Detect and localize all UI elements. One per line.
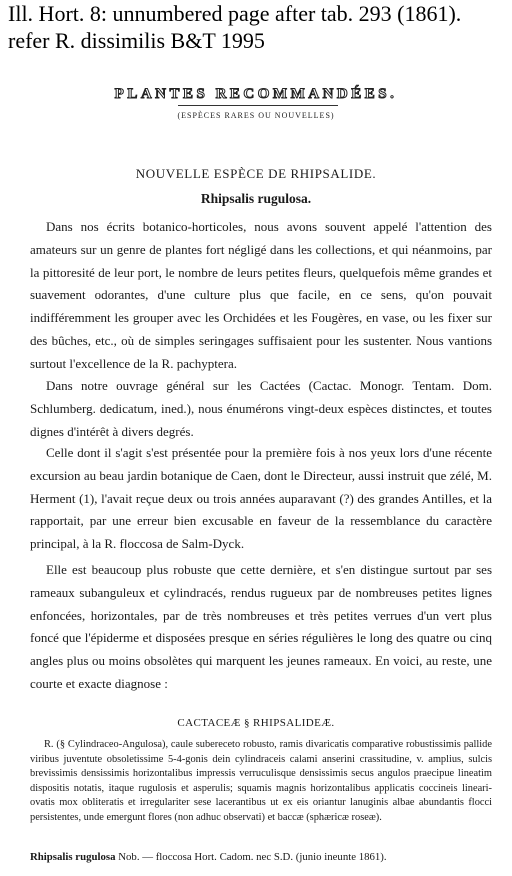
paragraph-4: Elle est beaucoup plus robuste que cette dernière, et s'en distingue surtout par ses rameaux subanguleux et cylindracés, rendus rugueux par de nombreuses petites lignes enfoncées, horizontales, par de très nombreuses et très petites verrues d'un vert plus foncé que l'épiderme et disposées presque en séries régulières le long des quatre ou cinq angles plus ou moins obsolètes qui marquent les jeunes rameaux. En voici, au reste, une courte et exacte diagnose : bbox=[30, 562, 492, 691]
synonym-line bbox=[30, 851, 500, 863]
section-subtitle: (ESPÈCES RARES OU NOUVELLES) bbox=[177, 111, 335, 120]
scanned-page bbox=[0, 58, 512, 876]
article-title: NOUVELLE ESPÈCE DE RHIPSALIDE. bbox=[135, 166, 377, 181]
header-line-1: Ill. Hort. 8: unnumbered page after tab. 293 (1861). bbox=[8, 1, 462, 26]
synonym-name: Rhipsalis rugulosa bbox=[30, 851, 116, 863]
paragraph-3: Celle dont il s'agit s'est présentée pour la première fois à nos yeux lors d'une récente excursion au beau jardin botanique de Caen, dont le Directeur, aussi instruit que zélé, M. Herment (1), l'avait reçue deux ou trois années auparavant (?) des grandes Antilles, et la rapportait, par une erreur bien excusable en faveur de la ressemblance du caractère principal, à la R. floccosa de Salm-Dyck. bbox=[30, 445, 492, 552]
family-line: CACTACEÆ § RHIPSALIDEÆ. bbox=[177, 717, 335, 729]
synonym-text: Nob. — floccosa Hort. Cadom. nec S.D. (junio ineunte 1861). bbox=[118, 851, 387, 863]
paragraph-1: Dans nos écrits botanico-horticoles, nous avons souvent appelé l'attention des amateurs sur un genre de plantes fort négligé dans les collections, et qui néanmoins, par la pittoresité de leur port, le nombre de leurs petites fleurs, quelquefois même grandes et suavement odorantes, d'une culture plus que facile, en ce sens, qu'on pouvait indifféremment les grouper avec les Orchidées et les Fougères, en vase, ou les fixer sur des bûches, etc., où de simples seringages suffisaient pour les sustenter. Nous vantions surtout l'excellence de la R. pachyptera. bbox=[30, 219, 492, 371]
title-rule bbox=[178, 105, 338, 106]
latin-diagnosis: R. (§ Cylindraceo-Angulosa), caule subereceto robusto, ramis divaricatis comparative robustissimis pallide viribus juventute obsoletissime 5-4-gonis dein cylindraceis calami anserini crassitudine, v. amplius, sulcis brevissimis densissimis horizontalibus impressis verruculisque densissimis secus angulos praecipue lineatim dispositis notatis, itaque rugulosis et asperulis; squamis magnis horizontalibus applicatis coccineis lineari-ovatis mox obliteratis et irregulariter sese lacerantibus ut ex eis oriantur lanuginis albae abundantis flocci persistentes, unde emergunt flores (non adhuc observati) et baccæ (sphæricæ roseæ). bbox=[30, 739, 492, 823]
section-title: PLANTES RECOMMANDÉES. bbox=[114, 86, 398, 102]
species-name: Rhipsalis rugulosa. bbox=[200, 191, 312, 206]
header-caption bbox=[8, 0, 508, 54]
header-line-2: refer R. dissimilis B&T 1995 bbox=[8, 28, 265, 53]
paragraph-2: Dans notre ouvrage général sur les Cactées (Cactac. Monogr. Tentam. Dom. Schlumberg. dedicatum, ined.), nous énumérons vingt-deux espèces distinctes, et toutes dignes d'intérêt à divers degrés. bbox=[30, 378, 492, 439]
